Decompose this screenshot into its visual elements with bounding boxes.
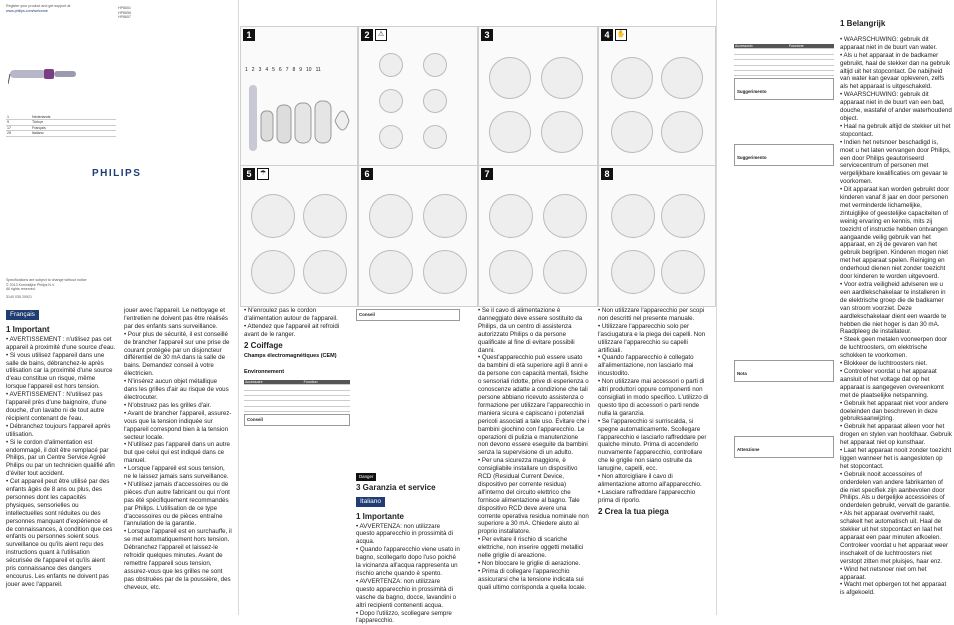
subsection-heading: Environnement [244,369,350,376]
hair-image [611,250,655,294]
page-cover-francais [0,0,238,615]
language-label: Français [6,310,39,320]
warning-text: • Voor extra veiligheid adviseren we u een aardlekschakelaar te installeren in de elektrische groep die de badkamer van stroom voorziet. Deze aardlekschakelaar dient een waarde te hebben die niet hoger is dan 30 mA. Raadpleeg de installateur. [840,281,952,336]
body-text: • Non bloccare le griglie di aerazione. [478,560,590,568]
body-text: • N'obstruez pas les grilles d'air. [124,402,232,410]
figure-number: 6 [361,168,373,180]
warning-text: • Gebruik het apparaat niet voor andere doeleinden dan beschreven in deze gebruiksaanwijzing. [840,400,952,424]
fine-print: Specifications are subject to change without notice [6,278,126,283]
body-text: • Se l'apparecchio si surriscalda, si spegne automaticamente. Scollegare l'apparecchio e lasciarlo raffreddare per qualche minuto. Prima di accenderlo nuovamente l'apparecchio, controllare che le griglie non siano ostruite da lanugine, capelli, ecc. [598,418,712,473]
body-text: jouer avec l'appareil. Le nettoyage et l'entretien ne doivent pas être réalisés par des enfants sans surveillance. [124,307,232,331]
hair-image [661,57,703,99]
warning-text: • Wacht met opbergen tot het apparaat is afgekoeld. [840,581,952,597]
model-number: HP8651 [118,6,131,11]
warning-text: • AVVERTENZA: non utilizzare questo apparecchio in prossimità di vasche da bagno, docce, lavandini o altri recipienti contenenti acqua. [356,578,460,610]
hair-image [543,250,587,294]
fine-print: All rights reserved. [6,287,126,292]
filler-text [356,323,460,473]
warning-text: • AVVERTENZA: non utilizzare questo apparecchio in prossimità di acqua. [356,523,460,547]
figure-number: 4 [601,29,613,41]
section-heading: 1 Important [6,326,116,334]
body-text: • N'insérez aucun objet métallique dans les grilles d'air au risque de vous électrocuter. [124,378,232,402]
note-box [734,144,834,166]
figure-6 [358,165,478,307]
body-text: • Per evitare il rischio di scariche elettriche, non inserire oggetti metallici nelle griglie di areazione. [478,536,590,560]
note-box [356,309,460,321]
callout-number: 3 [259,67,262,73]
section-heading: 1 Belangrijk [840,20,952,28]
figure-number: 1 [243,29,255,41]
warning-text: • AVERTISSEMENT : n'utilisez pas cet appareil à proximité d'une source d'eau. [6,336,116,352]
body-text: • Lasciare raffreddare l'apparecchio prima di riporlo. [598,489,712,505]
table-header: Funzione [788,44,834,49]
body-text: • Avant de brancher l'appareil, assurez-vous que la tension indiquée sur l'appareil correspond bien à la tension secteur locale. [124,410,232,442]
language-label: Italiano [356,497,385,507]
note-title: Attenzione [737,447,759,452]
warning-text: • Cet appareil peut être utilisé par des enfants âgés de 8 ans ou plus, des personnes dont les capacités physiques, sensorielles ou intellectuelles sont réduites ou des personnes manquant d'expérience et de connaissances, à condition que ces enfants ou personnes soient sous surveillance ou qu'ils aient reçu des instructions quant à l'utilisation sécurisée de l'appareil et qu'ils aient pris connaissance des dangers encourus. Les enfants ne doivent pas jouer avec l'appareil. [6,478,116,589]
callout-number: 9 [299,67,302,73]
product-image [8,62,80,86]
figure-number: 8 [601,168,613,180]
hair-image [489,250,533,294]
hair-image [661,111,703,153]
table-header: Accessoire [244,380,303,385]
website-link[interactable]: www.philips.com/welcome [6,9,116,14]
filler-text [734,168,834,358]
hair-image [611,111,653,153]
callout-number: 6 [279,67,282,73]
model-number: HP8656 [118,11,131,16]
note-box [244,414,350,426]
part-language: Türkçe [31,120,116,125]
hair-image [251,250,295,294]
step-image [423,125,447,149]
part-number: 17 [6,125,31,130]
section-heading: 3 Garanzia et service [356,484,460,492]
page-italiano-nederlands [718,0,954,615]
callout-number: 5 [272,67,275,73]
callout-number: 4 [265,67,268,73]
section-heading: 2 Crea la tua piega [598,508,712,516]
warning-text: • Quando l'apparecchio viene usato in bagno, scollegarlo dopo l'uso poiché la vicinanza all'acqua rappresenta un rischio anche quando è spento. [356,546,460,578]
page-fold [238,0,239,615]
hair-image [543,194,587,238]
filler-text [734,384,834,434]
hair-image [611,194,655,238]
warning-text: • Si le cordon d'alimentation est endommagé, il doit être remplacé par Philips, par un Centre Service Agréé Philips ou par un technicien qualifié afin d'éviter tout accident. [6,439,116,479]
umbrella-icon: ☂ [257,168,269,180]
philips-logo: PHILIPS [92,168,141,179]
note-box [734,436,834,458]
body-text: • Se il cavo di alimentazione è danneggiato deve essere sostituito da Philips, da un centro di assistenza autorizzato Philips o da persone qualificate al fine di evitare possibili danni. [478,307,590,354]
part-number: 1 [6,115,31,120]
warning-text: • Haal na gebruik altijd de stekker uit het stopcontact. [840,123,952,139]
italiano-column-2 [478,307,590,592]
filler-text [244,362,350,366]
callout-number: 1 [245,67,248,73]
warning-icon: ⚠ [375,29,387,41]
body-text: • Prima di collegare l'apparecchio assicurarsi che la tensione indicata sui quali ultimo corrisponda a quella locale. [478,568,590,592]
warning-text: • WAARSCHUWING: gebruik dit apparaat niet in de buurt van een bad, douche, wastafel of ander waterhoudend object. [840,91,952,123]
hair-image [661,194,705,238]
figure-number: 2 [361,29,373,41]
callout-number: 10 [306,67,312,73]
body-text: • Non utilizzare l'apparecchio per scopi non descritti nel presente manuale. [598,307,712,323]
hair-image [303,194,347,238]
hair-image [251,194,295,238]
part-number: 25 [6,131,31,136]
part-language: Italiano [31,131,116,136]
warning-text: • Si vous utilisez l'appareil dans une salle de bains, débranchez-le après utilisation car la proximité d'une source d'eau constitue un risque, même lorsque l'appareil est hors tension. [6,352,116,392]
part-language: Nederlands [31,115,116,120]
note-box [734,78,834,100]
step-image [379,125,403,149]
warning-text: • Gebruik het apparaat alleen voor het drogen en stylen van hoofdhaar. Gebruik het apparaat niet op kunsthaar. [840,423,952,447]
warning-text: • Als u het apparaat in de badkamer gebruikt, haal de stekker dan na gebruik altijd uit het stopcontact. De nabijheid van water kan gevaar opleveren, zelfs als het apparaat is uitgeschakeld. [840,52,952,92]
hair-image [541,57,583,99]
hand-icon: ✋ [615,29,627,41]
page-fold [716,0,717,615]
note-title: Conseil [247,417,263,422]
figure-7 [478,165,598,307]
warning-text: • AVERTISSEMENT : N'utilisez pas l'appareil près d'une baignoire, d'une douche, d'un lavabo ni de tout autre récipient contenant de l'eau. [6,391,116,423]
filler-text [840,28,952,36]
figure-2 [358,26,478,166]
body-text: • Per una sicurezza maggiore, è consigliabile installare un dispositivo RCD (Residual Current Device, dispositivo per corrente residua) all'interno del circuito elettrico che fornisce alimentazione al bagno. Tale dispositivo RCD deve avere una corrente operativa residua nominale non superiore a 30 mA. Chiedere aiuto al proprio installatore. [478,457,590,536]
accessories-illustration [245,81,353,159]
hair-image [489,111,531,153]
francais-column-1 [6,307,116,589]
body-text: • Pour plus de sécurité, il est conseillé de brancher l'appareil sur une prise de courant protégée par un disjoncteur différentiel de 30 mA dans la salle de bains. Demandez conseil à votre électricien. [124,331,232,378]
body-text: • Lorsque l'appareil est en surchauffe, il se met automatiquement hors tension. Débranchez l'appareil et laissez-le refroidir quelques minutes. Avant de remettre l'appareil sous tension, assurez-vous que les grilles ne sont pas obstruées par de la poussière, des cheveux, etc. [124,528,232,591]
francais-column-3 [244,307,350,428]
hair-image [661,250,705,294]
figure-4 [598,26,716,166]
step-image [423,89,447,113]
note-box [734,360,834,382]
section-heading: 2 Coiffage [244,342,350,350]
francais-column-2 [124,307,232,592]
hair-image [611,57,653,99]
figure-8 [598,165,716,307]
figure-number: 7 [481,168,493,180]
warning-text: • Wind het netsnoer niet om het apparaat. [840,566,952,582]
danger-label: Danger [356,473,376,481]
warning-text: • Gebruik nooit accessoires of onderdelen van andere fabrikanten of die niet specifiek zijn aanbevolen door Philips. Als u dergelijke accessoires of onderdelen gebruikt, vervalt de garantie. [840,471,952,511]
body-text: • Non attorcigliare il cavo di alimentazione attorno all'apparecchio. [598,473,712,489]
body-text: • Attendez que l'appareil ait refroidi avant de le ranger. [244,323,350,339]
callout-number: 7 [286,67,289,73]
hair-image [541,111,583,153]
figure-number: 5 [243,168,255,180]
hair-image [369,250,413,294]
part-number: 9 [6,120,31,125]
figure-5 [240,165,358,307]
francais-steps-column [356,307,460,625]
callout-number: 11 [316,67,321,73]
step-image [423,53,447,77]
model-number: HP8657 [118,15,131,20]
hair-image [369,194,413,238]
section-heading: 1 Importante [356,513,460,521]
body-text: • Non utilizzare mai accessori o parti di altri produttori oppure componenti non consigliati in modo specifico. L'utilizzo di questo tipo di accessori o parti rende nulla la garanzia. [598,378,712,418]
part-language: Français [31,125,116,130]
warning-text: • Débranchez toujours l'appareil après utilisation. [6,423,116,439]
note-title: Conseil [359,312,375,317]
fine-print: © 2013 Koninklijke Philips N.V. [6,283,126,288]
warning-text: • Indien het netsnoer beschadigd is, moet u het laten vervangen door Philips, een door Philips geautoriseerd servicecentrum of personen met vergelijkbare kwalificaties om gevaar te voorkomen. [840,139,952,186]
hair-image [303,250,347,294]
filler-text [734,102,834,142]
figure-3 [478,26,598,166]
hair-image [423,194,467,238]
warning-text: • Blokkeer de luchtroosters niet. [840,360,952,368]
note-title: Suggerimento [737,89,767,94]
callout-number: 8 [292,67,295,73]
warning-text: • Laat het apparaat nooit zonder toezicht liggen wanneer het is aangesloten op het stopcontact. [840,447,952,471]
step-image [379,89,403,113]
warning-text: • Dopo l'utilizzo, scollegare sempre l'apparecchio. [356,610,460,625]
note-title: Suggerimento [737,155,767,160]
step-image [379,53,403,77]
table-header: Fonction [303,380,350,385]
warning-text: • Als het apparaat oververhit raakt, schakelt het automatisch uit. Haal de stekker uit het stopcontact en laat het apparaat een paar minuten afkoelen. Controleer voordat u het apparaat weer inschakelt of de luchtroosters niet verstopt zitten met pluisjes, haar enz. [840,510,952,565]
table-header: Accessorio [734,44,788,49]
body-text: • Quest'apparecchio può essere usato da bambini di età superiore agli 8 anni e da persone con capacità mentali, fisiche o sensoriali ridotte, prive di esperienza o conoscenze adatte a condizione che tali persone abbiano ricevuto assistenza o formazione per utilizzare l'apparecchio in maniera sicura e capiscano i potenziali pericoli associati a tale uso. Evitare che i bambini giochino con l'apparecchio. Le operazioni di pulizia e manutenzione non devono essere eseguite da bambini senza la supervisione di un adulto. [478,354,590,457]
register-line: Register your product and get support at [6,4,116,9]
warning-text: • Steek geen metalen voorwerpen door de luchtroosters, om elektrische schokken te voorkomen. [840,336,952,360]
hair-image [489,194,533,238]
figure-number: 3 [481,29,493,41]
subsection-heading: Champs électromagnétiques (CEM) [244,353,350,360]
warning-text: • Dit apparaat kan worden gebruikt door kinderen vanaf 8 jaar en door personen met verminderde lichamelijke, zintuiglijke of geestelijke capaciteiten of weinig ervaring en kennis, mits zij toezicht of instructie hebben ontvangen aangaande veilig gebruik van het apparaat, en zij de gevaren van het gebruik begrijpen. Kinderen mogen niet met het apparaat spelen. Reiniging en onderhoud dienen niet zonder toezicht door kinderen te worden uitgevoerd. [840,186,952,281]
figure-1 [240,26,358,166]
hair-image [423,250,467,294]
italiano-column-3 [598,307,712,518]
callout-number: 2 [252,67,255,73]
warning-text: • WAARSCHUWING: gebruik dit apparaat niet in de buurt van water. [840,36,952,52]
document-code: 3140 035 20921 [6,295,126,300]
hair-image [489,57,531,99]
body-text: • Utilizzare l'apparecchio solo per l'asciugatura e la piega dei capelli. Non utilizzare l'apparecchio su capelli artificiali. [598,323,712,355]
body-text: • N'enroulez pas le cordon d'alimentation autour de l'appareil. [244,307,350,323]
body-text: • Quando l'apparecchio è collegato all'alimentazione, non lasciarlo mai incustodito. [598,354,712,378]
warning-text: • Controleer voordat u het apparaat aansluit of het voltage dat op het apparaat is aangegeven overeenkomt met de plaatselijke netspanning. [840,368,952,400]
body-text: • Lorsque l'appareil est sous tension, ne le laissez jamais sans surveillance. [124,465,232,481]
note-title: Nota [737,371,747,376]
body-text: • N'utilisez jamais d'accessoires ou de pièces d'un autre fabricant ou qui n'ont pas été spécifiquement recommandés par Philips. L'utilisation de ce type d'accessoires ou de pièces entraîne l'annulation de la garantie. [124,481,232,528]
body-text: • N'utilisez pas l'appareil dans un autre but que celui qui est indiqué dans ce manuel. [124,441,232,465]
